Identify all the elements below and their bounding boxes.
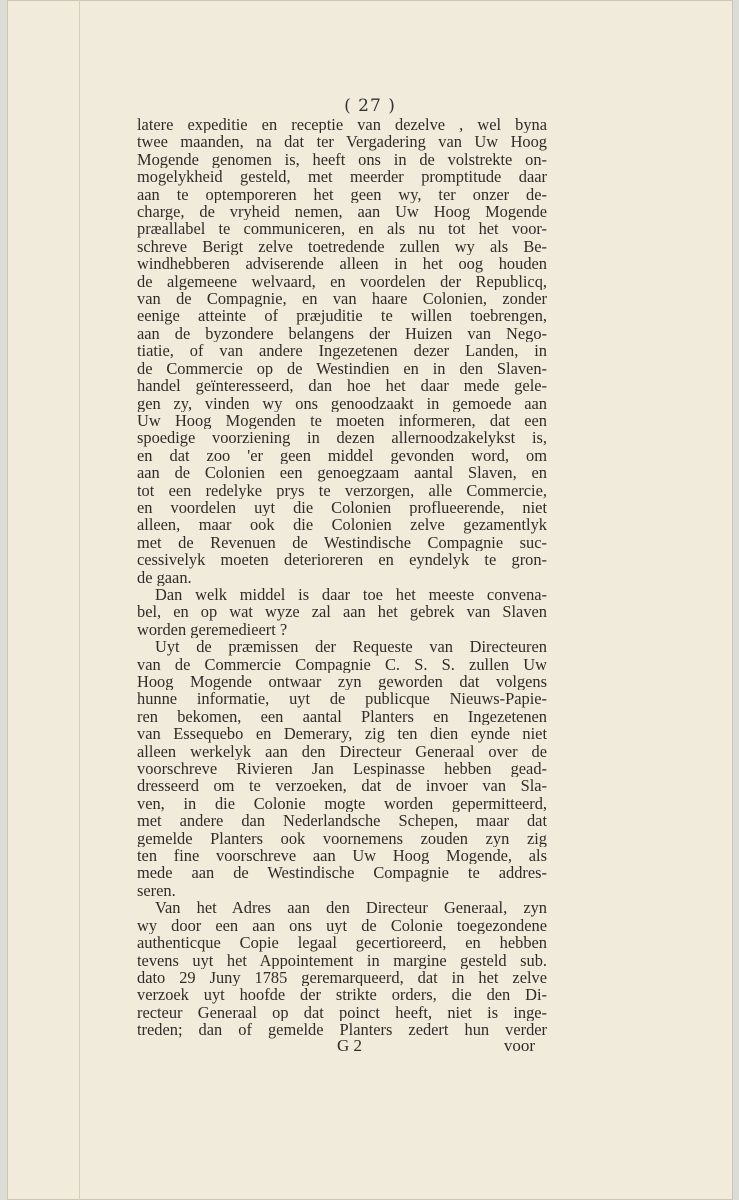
text-line: twee maanden, na dat ter Vergadering van Uw Hoog (137, 133, 547, 151)
text-line: recteur Generaal op dat poinct heeft, niet is inge- (137, 1003, 547, 1022)
text-line: hunne informatie, uyt de publicque Nieuws-Papie- (137, 690, 547, 708)
text-line: aan te optemporeren het geen wy, ter onzer de- (137, 185, 547, 204)
text-line: gemelde Planters ook voornemens zouden zyn zig (137, 829, 547, 848)
text-line: wy door een aan ons uyt de Colonie toegezondene (137, 916, 547, 935)
text-line: dresseerd om te verzoeken, dat de invoer van Sla- (137, 777, 547, 795)
text-line: charge, de vryheid nemen, aan Uw Hoog Mogende (137, 203, 547, 221)
text-line: ven, in die Colonie mogte worden gepermitteerd, (137, 794, 547, 813)
signature-mark: G 2 (337, 1036, 363, 1055)
text-line: tevens uyt het Appointement in margine gesteld sub. (137, 951, 547, 969)
text-line: de Commercie op de Westindien en in den Slaven- (137, 359, 547, 378)
text-line: latere expeditie en receptie van dezelve , wel byna (137, 116, 547, 134)
text-line: voorschreve Rivieren Jan Lespinasse hebben gead- (137, 760, 547, 778)
text-line: aan de Colonien een genoegzaam aantal Slaven, en (137, 464, 547, 482)
text-line: treden; dan of gemelde Planters zedert hun verder (137, 1021, 547, 1039)
body-text (137, 116, 547, 1039)
text-line: aan de byzondere belangens der Huizen van Nego- (137, 324, 547, 343)
text-line: Mogende genomen is, heeft ons in de volstrekte on- (137, 150, 547, 169)
text-line: tot een redelyke prys te verzorgen, alle Commercie, (137, 481, 547, 499)
text-line: van de Commercie Compagnie C. S. S. zullen Uw (137, 655, 547, 673)
text-line: handel geïnteresseerd, dan hoe het daar mede gele- (137, 377, 547, 395)
text-line: en voordelen uyt die Colonien proflueerende, niet (137, 498, 547, 517)
text-line: alleen werkelyk aan den Directeur Generaal over de (137, 742, 547, 761)
page-number: ( 27 ) (344, 96, 396, 116)
text-line: en dat zoo 'er geen middel gevonden word, om (137, 446, 547, 465)
document-page (7, 0, 733, 1200)
page-fold-line (79, 0, 80, 1200)
text-line: gen zy, vinden wy ons genoodzaakt in gemoede aan (137, 394, 547, 412)
text-line: van de Compagnie, en van haare Colonien, zonder (137, 290, 547, 308)
text-line: spoedige voorziening in dezen allernoodzakelykst is, (137, 429, 547, 447)
text-line: mede aan de Westindische Compagnie te addres- (137, 864, 547, 882)
text-line: de gaan. (137, 568, 192, 586)
text-line: Hoog Mogende ontwaar zyn geworden dat volgens (137, 673, 547, 691)
text-line: eenige atteinte of præjuditie te willen toebrengen, (137, 307, 547, 325)
text-line: bel, en op wat wyze zal aan het gebrek van Slaven (137, 603, 547, 621)
catchword: voor (503, 1036, 535, 1055)
text-line: windhebberen adviserende alleen in het oog houden (137, 255, 547, 273)
text-line: præallabel te communiceren, en als nu tot het voor- (137, 220, 547, 238)
text-line: ten fine voorschreve aan Uw Hoog Mogende, als (137, 847, 547, 865)
text-line: worden geremedieert ? (137, 620, 288, 639)
text-line: Van het Adres aan den Directeur Generaal, zyn (155, 899, 547, 917)
text-line: Uw Hoog Mogenden te moeten informeren, dat een (137, 411, 547, 430)
text-line: mogelykheid gesteld, met meerder promptitude daar (137, 168, 547, 186)
text-line: tiatie, of van andere Ingezetenen dezer Landen, in (137, 342, 547, 360)
text-line: verzoek uyt hoofde der strikte orders, die den Di- (137, 986, 547, 1004)
text-line: Dan welk middel is daar toe het meeste convena- (155, 585, 547, 604)
text-line: met andere dan Nederlandsche Schepen, maar dat (137, 812, 547, 830)
text-line: cessivelyk moeten deterioreren en eyndelyk te gron- (137, 551, 547, 569)
text-line: van Essequebo en Demerary, zig ten dien eynde niet (137, 725, 547, 743)
text-line: de algemeene welvaard, en voordelen der Republicq, (137, 272, 547, 291)
text-line: Uyt de præmissen der Requeste van Directeuren (155, 638, 547, 656)
text-line: dato 29 Juny 1785 geremarqueerd, dat in het zelve (137, 968, 547, 987)
text-line: seren. (137, 881, 176, 900)
text-line: alleen, maar ook die Colonien zelve gezamentlyk (137, 516, 547, 534)
text-line: authenticque Copie legaal gecertioreerd, en hebben (137, 934, 547, 952)
text-line: met de Revenuen de Westindische Compagnie suc- (137, 533, 547, 552)
text-line: ren bekomen, een aantal Planters en Ingezetenen (137, 707, 547, 726)
text-line: schreve Berigt zelve toetredende zullen wy als Be- (137, 237, 547, 256)
